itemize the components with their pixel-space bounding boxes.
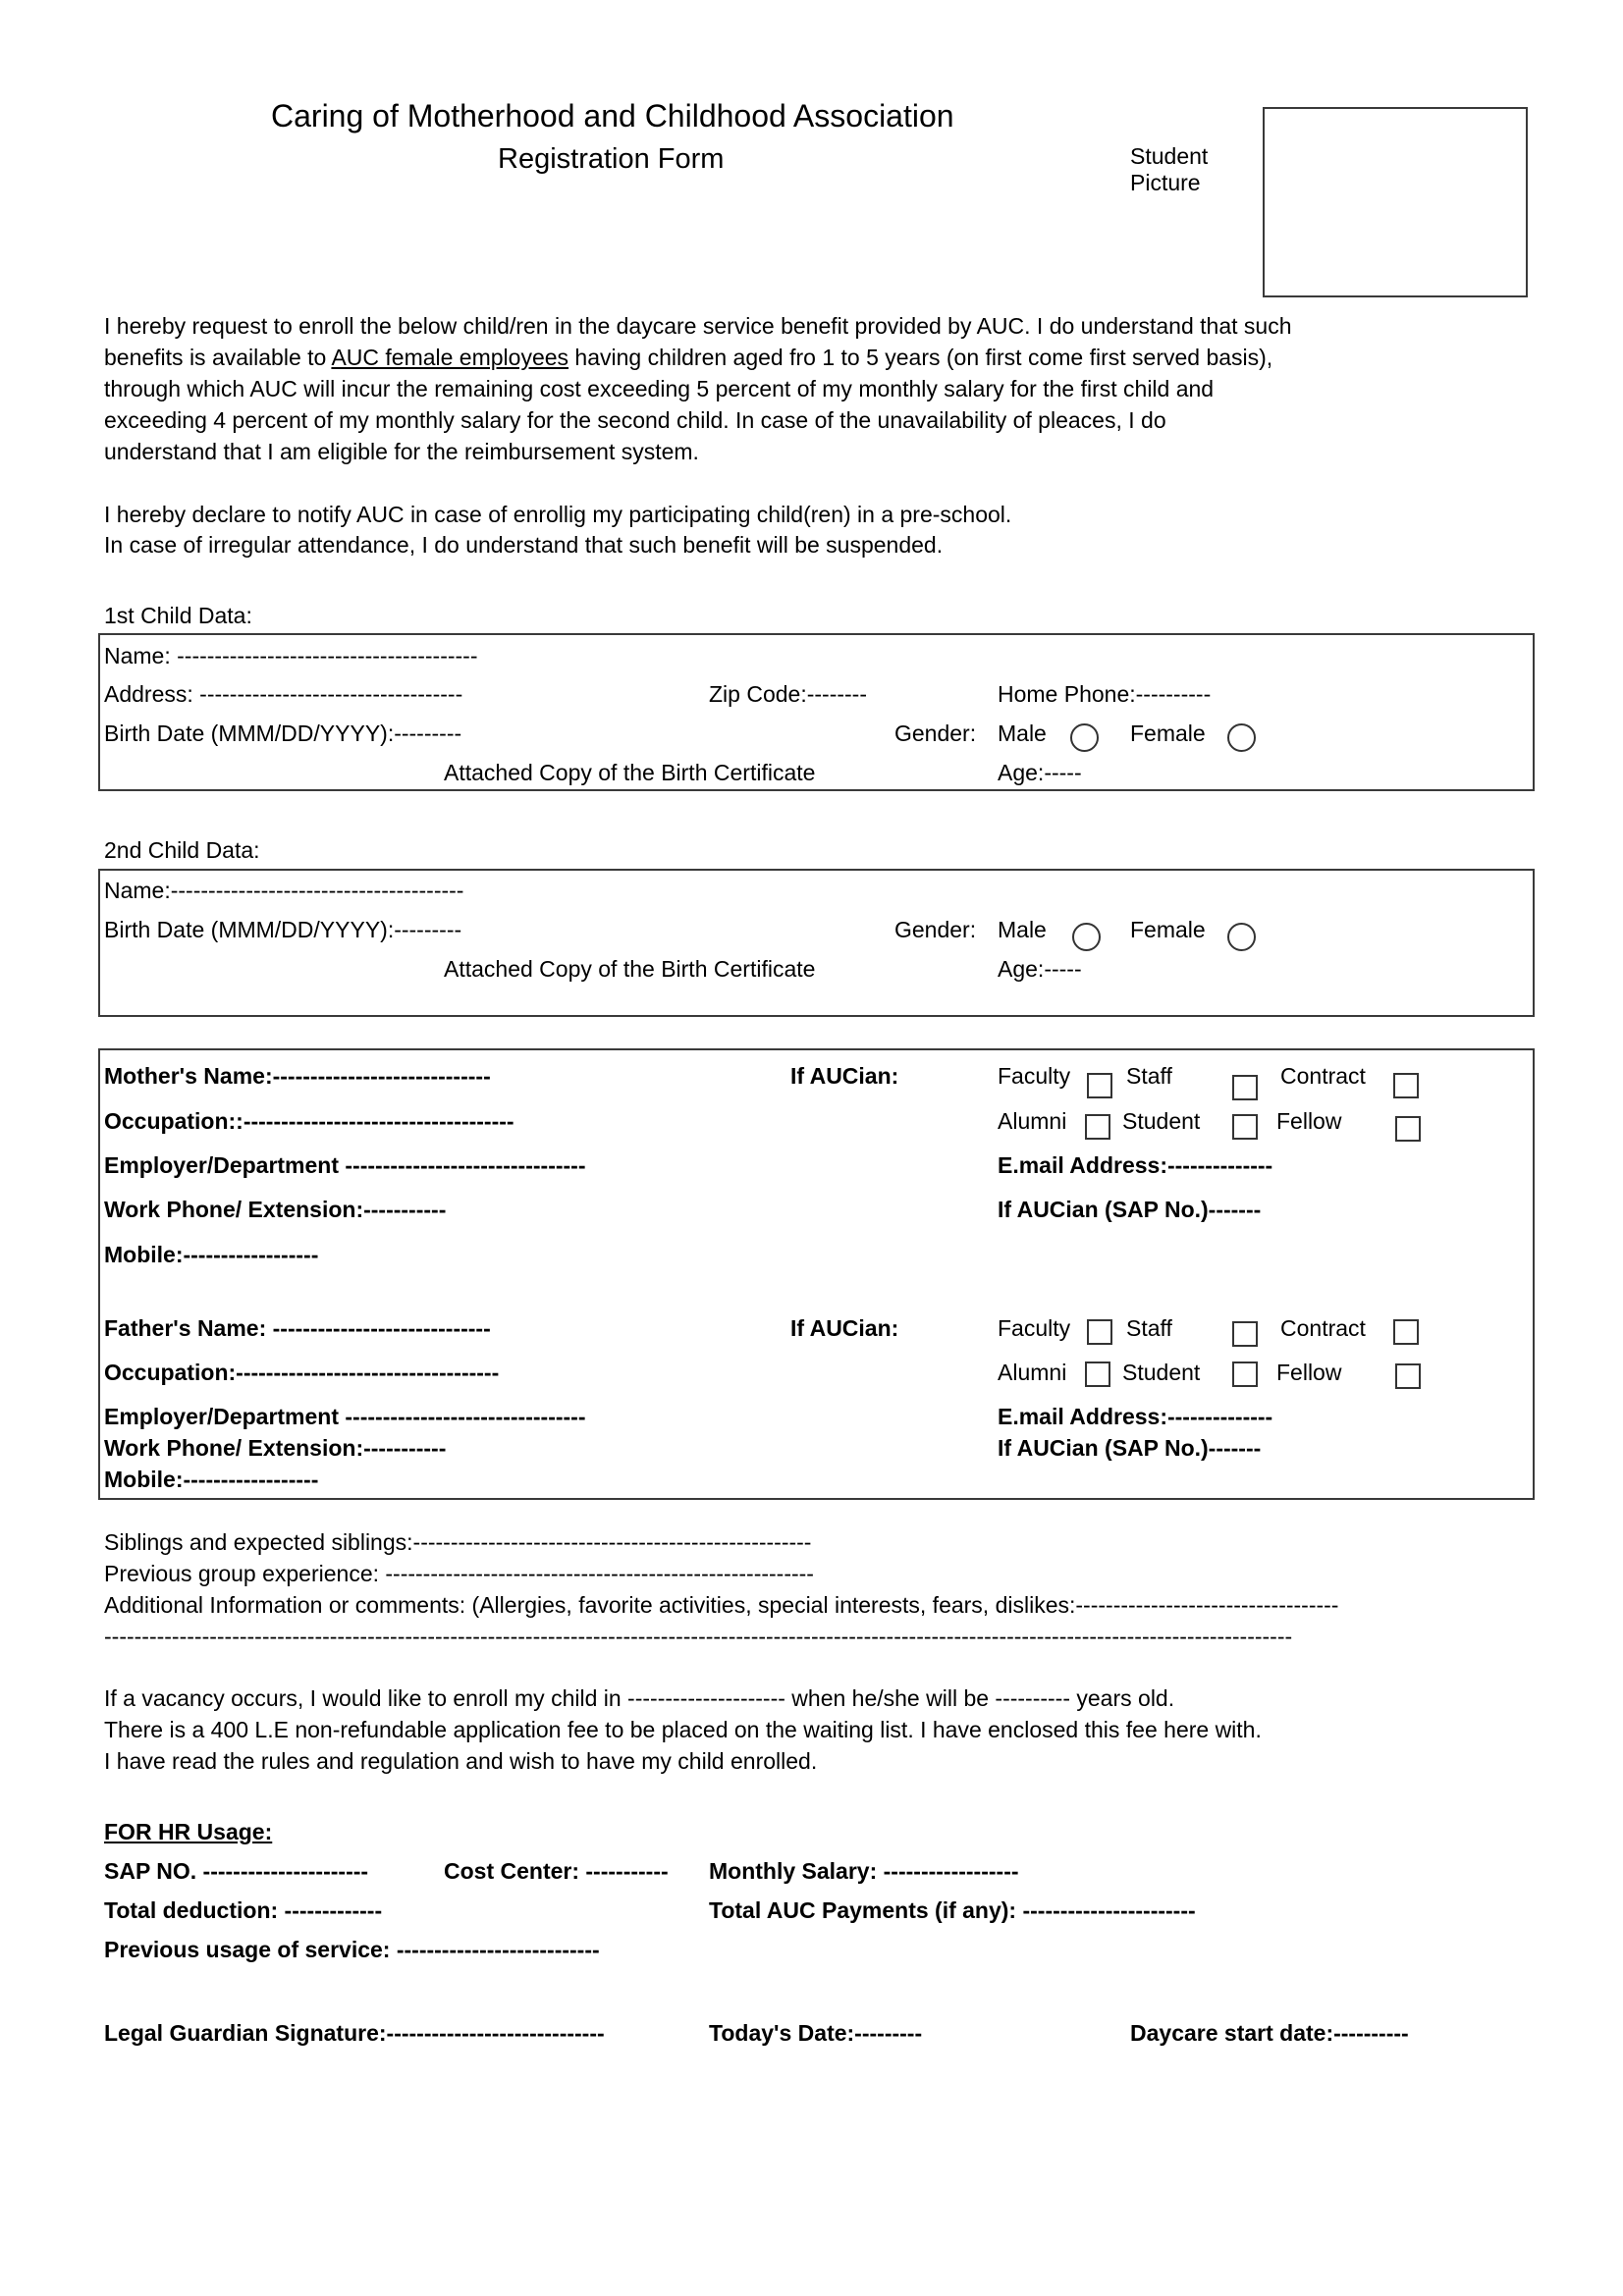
child1-address-field[interactable]: Address: -----------------------------------	[104, 681, 463, 707]
mother-email-field[interactable]: E.mail Address:--------------	[998, 1152, 1273, 1178]
child1-gender-label: Gender:	[894, 721, 977, 746]
father-mobile-field[interactable]: Mobile:------------------	[104, 1467, 319, 1492]
declaration-line-1: I hereby declare to notify AUC in case of enrollig my participating child(ren) in a pre-school.	[104, 502, 1012, 527]
auc-female-employees-text: AUC female employees	[331, 345, 569, 370]
child1-male-label: Male	[998, 721, 1047, 746]
father-faculty-label: Faculty	[998, 1315, 1071, 1341]
father-employer-field[interactable]: Employer/Department --------------------------------	[104, 1404, 586, 1429]
mother-contract-label: Contract	[1280, 1063, 1366, 1089]
child1-age-field[interactable]: Age:-----	[998, 760, 1082, 785]
hr-usage-heading: FOR HR Usage:	[104, 1819, 273, 1844]
intro-line-1: I hereby request to enroll the below child/ren in the daycare service benefit provided by AUC. I do understand that such	[104, 313, 1292, 339]
mother-faculty-checkbox[interactable]	[1087, 1073, 1112, 1098]
declaration-line-2: In case of irregular attendance, I do understand that such benefit will be suspended.	[104, 532, 944, 558]
form-org-title: Caring of Motherhood and Childhood Association	[271, 98, 954, 133]
intro-line-2	[104, 347, 1272, 369]
father-staff-label: Staff	[1126, 1315, 1172, 1341]
child1-birth-date-field[interactable]: Birth Date (MMM/DD/YYYY):---------	[104, 721, 462, 746]
child1-home-phone-field[interactable]: Home Phone:----------	[998, 681, 1212, 707]
father-faculty-checkbox[interactable]	[1087, 1319, 1112, 1345]
father-alumni-checkbox[interactable]	[1085, 1362, 1110, 1387]
father-email-field[interactable]: E.mail Address:--------------	[998, 1404, 1273, 1429]
mother-student-checkbox[interactable]	[1232, 1114, 1258, 1140]
child1-heading: 1st Child Data:	[104, 603, 252, 628]
previous-group-field[interactable]: Previous group experience: ---------------------------------------------------------	[104, 1561, 814, 1586]
mother-sap-field[interactable]: If AUCian (SAP No.)-------	[998, 1197, 1262, 1222]
mother-student-label: Student	[1122, 1108, 1201, 1134]
father-fellow-checkbox[interactable]	[1395, 1363, 1421, 1389]
mother-alumni-label: Alumni	[998, 1108, 1067, 1134]
father-contract-label: Contract	[1280, 1315, 1366, 1341]
child2-female-radio[interactable]	[1227, 923, 1256, 951]
father-sap-field[interactable]: If AUCian (SAP No.)-------	[998, 1435, 1262, 1461]
siblings-field[interactable]: Siblings and expected siblings:-----------------------------------------------------	[104, 1529, 812, 1555]
father-if-aucian-label: If AUCian:	[790, 1315, 899, 1341]
hr-monthly-salary-field[interactable]: Monthly Salary: ------------------	[709, 1858, 1019, 1884]
child1-zip-field[interactable]: Zip Code:--------	[709, 681, 867, 707]
mother-staff-checkbox[interactable]	[1232, 1075, 1258, 1100]
child1-female-radio[interactable]	[1227, 723, 1256, 752]
student-picture-box[interactable]	[1263, 107, 1528, 297]
form-title: Registration Form	[498, 143, 725, 175]
additional-info-field[interactable]: Additional Information or comments: (Allergies, favorite activities, special interests, fears, dislikes:-----------------------------------	[104, 1592, 1339, 1618]
mother-if-aucian-label: If AUCian:	[790, 1063, 899, 1089]
mother-alumni-checkbox[interactable]	[1085, 1114, 1110, 1140]
child2-female-label: Female	[1130, 917, 1206, 942]
mother-staff-label: Staff	[1126, 1063, 1172, 1089]
legal-guardian-signature-field[interactable]: Legal Guardian Signature:-----------------------------	[104, 2020, 605, 2046]
child2-birth-date-field[interactable]: Birth Date (MMM/DD/YYYY):---------	[104, 917, 462, 942]
mother-faculty-label: Faculty	[998, 1063, 1071, 1089]
child2-name-field[interactable]: Name:---------------------------------------	[104, 878, 464, 903]
father-student-label: Student	[1122, 1360, 1201, 1385]
mother-occupation-field[interactable]: Occupation::------------------------------------	[104, 1108, 514, 1134]
intro-line-4: exceeding 4 percent of my monthly salary for the second child. In case of the unavailability of pleaces, I do	[104, 407, 1166, 433]
intro-line-2-pre: benefits is available to	[104, 345, 332, 370]
child2-birth-certificate-label: Attached Copy of the Birth Certificate	[444, 956, 816, 982]
mother-employer-field[interactable]: Employer/Department --------------------------------	[104, 1152, 586, 1178]
mother-work-phone-field[interactable]: Work Phone/ Extension:-----------	[104, 1197, 447, 1222]
daycare-start-date-field[interactable]: Daycare start date:----------	[1130, 2020, 1409, 2046]
todays-date-field[interactable]: Today's Date:---------	[709, 2020, 923, 2046]
child2-heading: 2nd Child Data:	[104, 837, 260, 863]
hr-total-auc-payments-field[interactable]: Total AUC Payments (if any): -----------------------	[709, 1897, 1196, 1923]
additional-info-continuation[interactable]: --------------------------------------------------------------------------------------------------------------------------------------------------------------	[104, 1624, 1293, 1649]
father-student-checkbox[interactable]	[1232, 1362, 1258, 1387]
child2-gender-label: Gender:	[894, 917, 977, 942]
mother-fellow-label: Fellow	[1276, 1108, 1342, 1134]
mother-fellow-checkbox[interactable]	[1395, 1116, 1421, 1142]
child2-male-radio[interactable]	[1072, 923, 1101, 951]
child1-female-label: Female	[1130, 721, 1206, 746]
mother-contract-checkbox[interactable]	[1393, 1073, 1419, 1098]
child2-male-label: Male	[998, 917, 1047, 942]
mother-mobile-field[interactable]: Mobile:------------------	[104, 1242, 319, 1267]
vacancy-line-3: I have read the rules and regulation and wish to have my child enrolled.	[104, 1748, 818, 1774]
father-work-phone-field[interactable]: Work Phone/ Extension:-----------	[104, 1435, 447, 1461]
hr-sap-no-field[interactable]: SAP NO. ----------------------	[104, 1858, 369, 1884]
father-staff-checkbox[interactable]	[1232, 1321, 1258, 1347]
intro-line-5: understand that I am eligible for the reimbursement system.	[104, 439, 699, 464]
child1-male-radio[interactable]	[1070, 723, 1099, 752]
hr-cost-center-field[interactable]: Cost Center: -----------	[444, 1858, 669, 1884]
photo-label-line1: Student	[1130, 143, 1209, 169]
father-alumni-label: Alumni	[998, 1360, 1067, 1385]
vacancy-line-2: There is a 400 L.E non-refundable application fee to be placed on the waiting list. I have enclosed this fee here with.	[104, 1717, 1262, 1742]
father-contract-checkbox[interactable]	[1393, 1319, 1419, 1345]
child1-name-field[interactable]: Name: ----------------------------------------	[104, 643, 478, 668]
child2-age-field[interactable]: Age:-----	[998, 956, 1082, 982]
vacancy-line-1: If a vacancy occurs, I would like to enroll my child in --------------------- when he/she will be ---------- years old.	[104, 1685, 1175, 1711]
mother-name-field[interactable]: Mother's Name:-----------------------------	[104, 1063, 491, 1089]
hr-total-deduction-field[interactable]: Total deduction: -------------	[104, 1897, 383, 1923]
child1-birth-certificate-label: Attached Copy of the Birth Certificate	[444, 760, 816, 785]
intro-line-2-post: having children aged fro 1 to 5 years (on first come first served basis),	[568, 345, 1273, 370]
photo-label-line2: Picture	[1130, 170, 1201, 195]
father-name-field[interactable]: Father's Name: -----------------------------	[104, 1315, 491, 1341]
father-fellow-label: Fellow	[1276, 1360, 1342, 1385]
father-occupation-field[interactable]: Occupation:-----------------------------------	[104, 1360, 500, 1385]
hr-previous-usage-field[interactable]: Previous usage of service: ---------------------------	[104, 1937, 600, 1962]
intro-line-3: through which AUC will incur the remaining cost exceeding 5 percent of my monthly salary for the first child and	[104, 376, 1215, 401]
